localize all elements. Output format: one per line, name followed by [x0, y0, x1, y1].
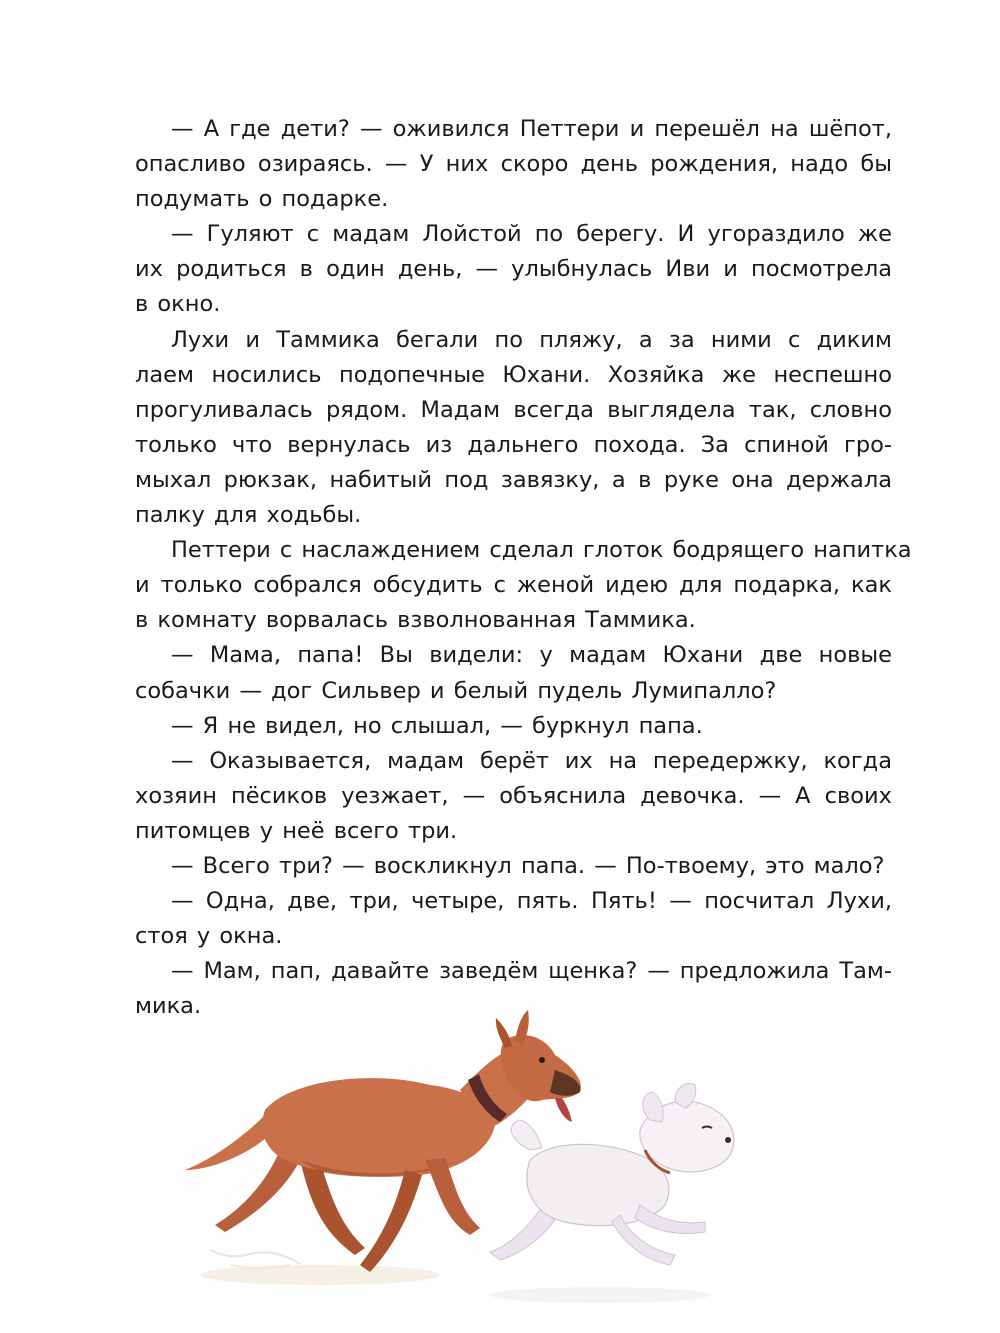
text-line: — Одна, две, три, четыре, пять. Пять! — посчитал Лухи,	[171, 888, 892, 915]
text-line: и только собрался обсудить с женой идею для подарка, как	[135, 572, 892, 599]
text-line: лаем носились подопечные Юхани. Хозяйка же неспешно	[135, 361, 892, 388]
text-line: в окно.	[135, 291, 221, 318]
text-line: их родиться в один день, — улыбнулась Иви и посмотрела	[135, 256, 892, 283]
text-line: собачки — дог Сильвер и белый пудель Лумипалло?	[135, 677, 777, 704]
two-dogs-running-icon	[170, 1010, 810, 1310]
text-line: Лухи и Таммика бегали по пляжу, а за ними с диким	[171, 326, 892, 353]
ground-dust	[200, 1250, 710, 1303]
text-line: — Всего три? — воскликнул папа. — По-твоему, это мало?	[171, 852, 885, 879]
text-line: опасливо озираясь. — У них скоро день рождения, надо бы	[135, 151, 892, 178]
text-line: Петтери с наслаждением сделал глоток бодрящего напитка	[171, 537, 912, 564]
text-line: в комнату ворвалась взволнованная Таммика.	[135, 607, 696, 634]
text-line: — Оказывается, мадам берёт их на передержку, когда	[171, 747, 892, 774]
text-line: палку для ходьбы.	[135, 502, 362, 529]
text-line: стоя у окна.	[135, 923, 283, 950]
text-line: прогуливалась рядом. Мадам всегда выглядела так, словно	[135, 396, 892, 423]
text-line: мика.	[135, 993, 202, 1020]
white-dog	[490, 1084, 734, 1265]
story-text	[135, 112, 912, 1024]
text-line: — Я не видел, но слышал, — буркнул папа.	[171, 712, 703, 739]
text-line: — Мама, папа! Вы видели: у мадам Юхани две новые	[171, 642, 892, 669]
text-line: питомцев у неё всего три.	[135, 817, 458, 844]
text-line: — Мам, пап, давайте заведём щенка? — предложила Там-	[171, 958, 892, 985]
text-line: — Гуляют с мадам Лойстой по берегу. И угораздило же	[171, 221, 892, 248]
text-line: подумать о подарке.	[135, 186, 389, 213]
text-line: — А где дети? — оживился Петтери и перешёл на шёпот,	[171, 116, 892, 142]
text-line: мыхал рюкзак, набитый под завязку, а в руке она держала	[135, 466, 892, 493]
text-line: хозяин пёсиков уезжает, — объяснила девочка. — А своих	[135, 782, 892, 809]
text-line: только что вернулась из дальнего похода. За спиной гро-	[135, 431, 892, 458]
